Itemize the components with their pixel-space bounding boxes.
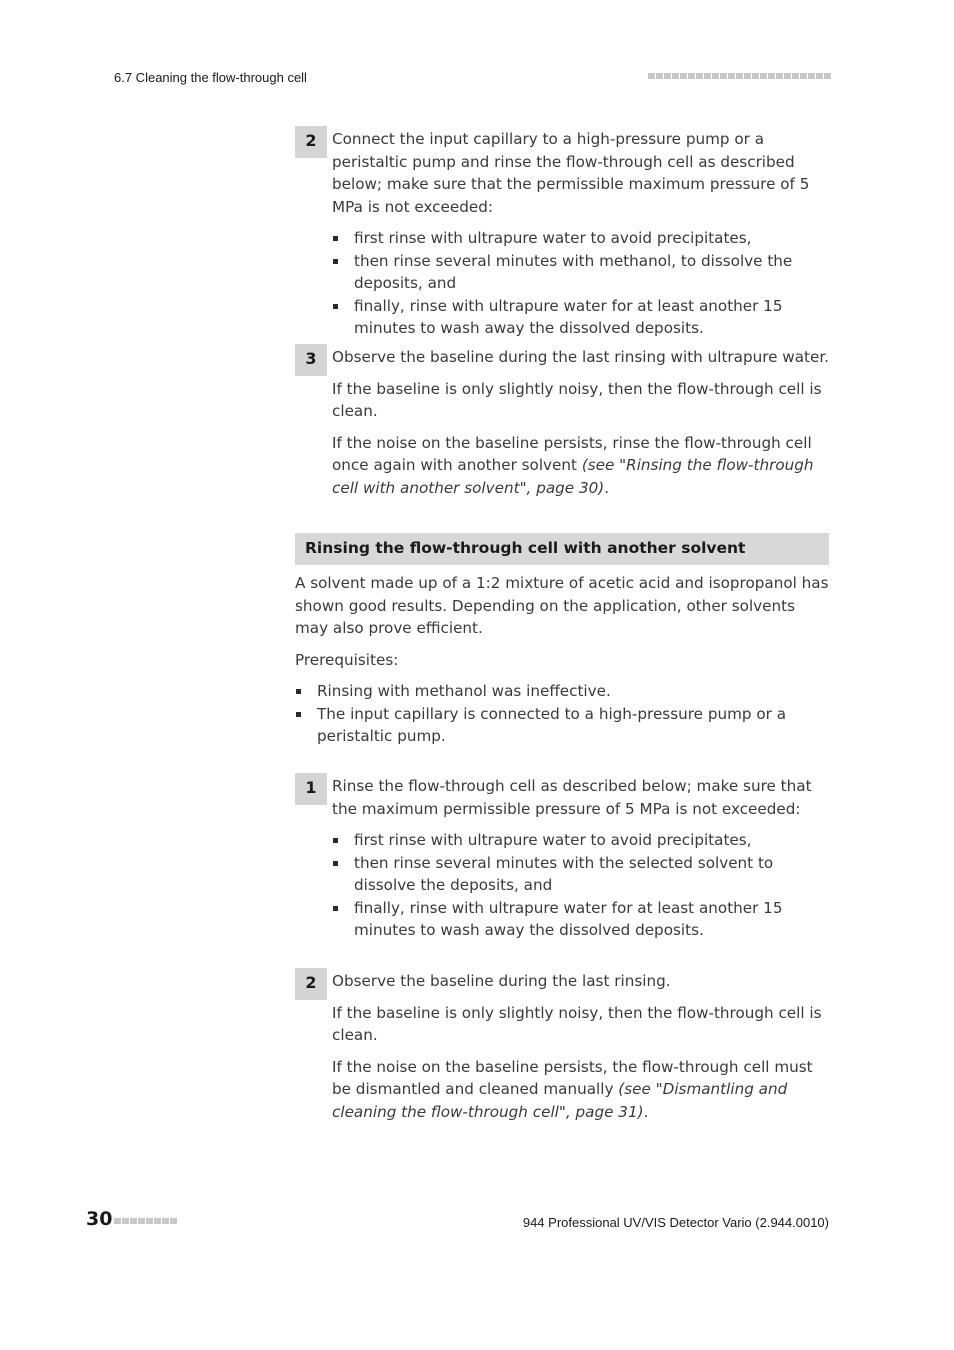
- list-item: Rinsing with methanol was ineffective.: [295, 680, 829, 703]
- header-decoration: [648, 73, 831, 79]
- paragraph-text: If the noise on the baseline persists, the flow-through cell must be dismantled and cleaned manually: [332, 1057, 813, 1098]
- step-3: [295, 344, 829, 508]
- step-paragraph: [332, 1056, 829, 1124]
- list-item: The input capillary is connected to a high-pressure pump or a peristaltic pump.: [295, 703, 829, 748]
- step-2-observe: [295, 968, 829, 1132]
- intro-paragraph: A solvent made up of a 1:2 mixture of acetic acid and isopropanol has shown good results. Depending on the application, other solvents may also prove efficient.: [295, 574, 829, 637]
- page-number: 30: [86, 1208, 113, 1230]
- paragraph-text: .: [643, 1102, 649, 1121]
- list-item: then rinse several minutes with methanol, to dissolve the deposits, and: [332, 250, 829, 295]
- prerequisites-list: [295, 680, 829, 748]
- paragraph-text: .: [604, 478, 610, 497]
- cross-reference-link[interactable]: (see "Dismantling and cleaning the flow-through cell", page 31): [332, 1080, 788, 1121]
- running-header: 6.7 Cleaning the flow-through cell: [114, 70, 307, 85]
- section-heading: Rinsing the flow-through cell with another solvent: [295, 533, 829, 565]
- step-2: [295, 126, 829, 349]
- list-item: first rinse with ultrapure water to avoid precipitates,: [332, 227, 829, 250]
- step-paragraph: If the baseline is only slightly noisy, then the flow-through cell is clean.: [332, 379, 822, 420]
- paragraph-text: If the noise on the baseline persists, rinse the flow-through cell once again with another solvent: [332, 433, 812, 474]
- list-item: then rinse several minutes with the selected solvent to dissolve the deposits, and: [332, 852, 829, 897]
- step-1: [295, 773, 829, 951]
- document-title: 944 Professional UV/VIS Detector Vario (2.944.0010): [522, 1215, 829, 1230]
- step-number: 1: [295, 773, 327, 805]
- list-item: finally, rinse with ultrapure water for at least another 15 minutes to wash away the dissolved deposits.: [332, 295, 829, 340]
- step-text: Observe the baseline during the last rinsing with ultrapure water.: [332, 348, 830, 366]
- list-item: first rinse with ultrapure water to avoid precipitates,: [332, 829, 829, 852]
- step-number: 2: [295, 126, 327, 158]
- step-number: 3: [295, 344, 327, 376]
- step-text: Connect the input capillary to a high-pressure pump or a peristaltic pump and rinse the flow-through cell as described below; make sure that the permissible maximum pressure of 5 MPa is not exceeded:: [332, 130, 810, 216]
- cross-reference-link[interactable]: (see "Rinsing the flow-through cell with another solvent", page 30): [332, 456, 814, 497]
- step-paragraph: [332, 432, 829, 500]
- prerequisites-label: Prerequisites:: [295, 650, 399, 669]
- list-item: finally, rinse with ultrapure water for at least another 15 minutes to wash away the dissolved deposits.: [332, 897, 829, 942]
- footer-decoration: [114, 1218, 177, 1224]
- step-text: Rinse the flow-through cell as described below; make sure that the maximum permissible pressure of 5 MPa is not exceeded:: [332, 777, 812, 818]
- section-intro: [295, 572, 829, 757]
- step-text: Observe the baseline during the last rinsing.: [332, 972, 671, 990]
- bullet-list: [332, 829, 829, 942]
- step-number: 2: [295, 968, 327, 1000]
- step-paragraph: If the baseline is only slightly noisy, then the flow-through cell is clean.: [332, 1003, 822, 1044]
- bullet-list: [332, 227, 829, 340]
